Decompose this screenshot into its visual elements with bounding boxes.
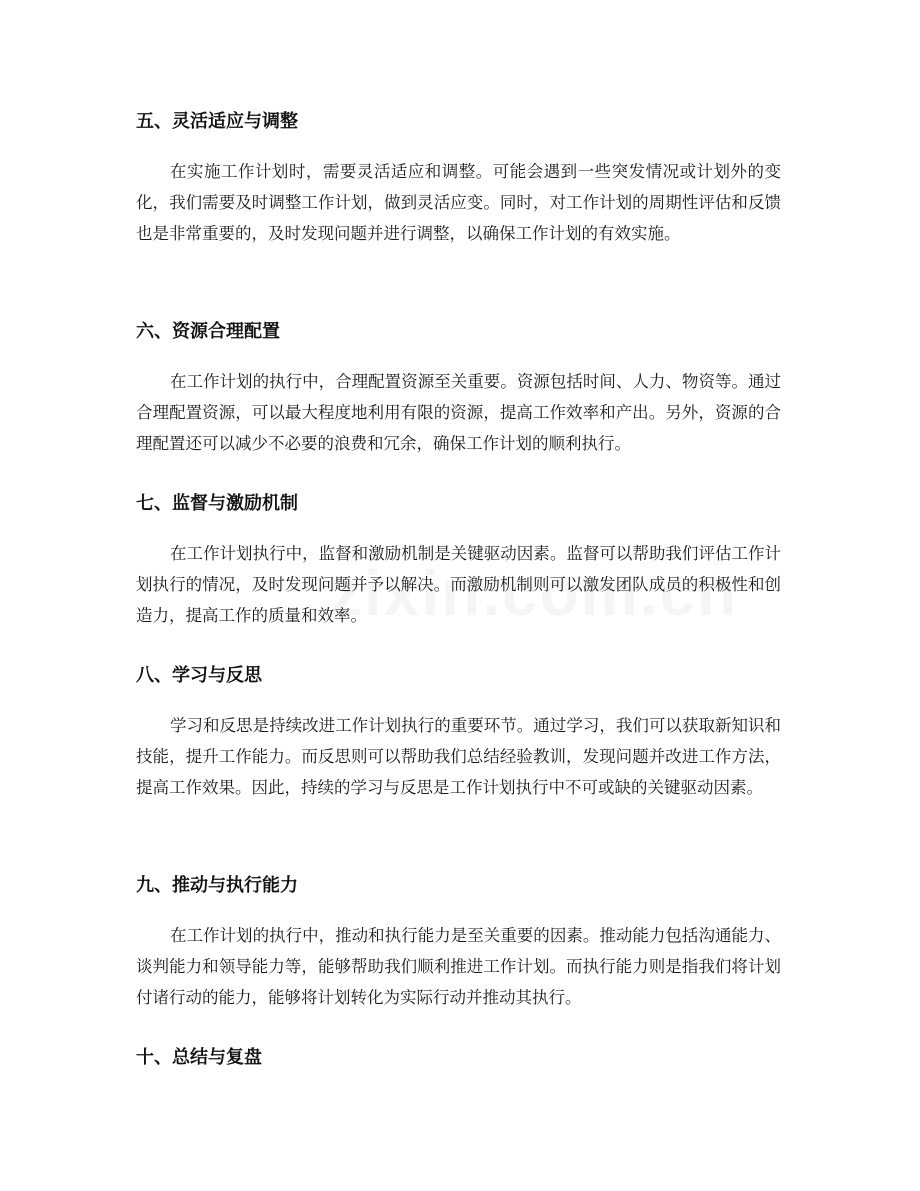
section-heading-9: 九、推动与执行能力 (136, 875, 298, 896)
section-heading-6: 六、资源合理配置 (136, 321, 280, 342)
section-heading-10: 十、总结与复盘 (136, 1047, 262, 1068)
section-body-9: 在工作计划的执行中，推动和执行能力是至关重要的因素。推动能力包括沟通能力、谈判能力和领导能力等，能够帮助我们顺利推进工作计划。而执行能力则是指我们将计划付诸行动的能力，能够将计划转化为实际行动并推动其执行。 (136, 926, 781, 1007)
section-heading-8: 八、学习与反思 (136, 665, 262, 686)
section-body-6: 在工作计划的执行中，合理配置资源至关重要。资源包括时间、人力、物资等。通过合理配置资源，可以最大程度地利用有限的资源，提高工作效率和产出。另外，资源的合理配置还可以减少不必要的浪费和冗余，确保工作计划的顺利执行。 (136, 372, 781, 453)
section-heading-7: 七、监督与激励机制 (136, 493, 298, 514)
section-body-8: 学习和反思是持续改进工作计划执行的重要环节。通过学习，我们可以获取新知识和技能，提升工作能力。而反思则可以帮助我们总结经验教训，发现问题并改进工作方法，提高工作效果。因此，持续的学习与反思是工作计划执行中不可或缺的关键驱动因素。 (136, 716, 781, 797)
section-body-5: 在实施工作计划时，需要灵活适应和调整。可能会遇到一些突发情况或计划外的变化，我们需要及时调整工作计划，做到灵活应变。同时，对工作计划的周期性评估和反馈也是非常重要的，及时发现问题并进行调整，以确保工作计划的有效实施。 (136, 162, 781, 243)
section-body-7: 在工作计划执行中，监督和激励机制是关键驱动因素。监督可以帮助我们评估工作计划执行的情况，及时发现问题并予以解决。而激励机制则可以激发团队成员的积极性和创造力，提高工作的质量和效率。 (136, 544, 781, 625)
section-heading-5: 五、灵活适应与调整 (136, 111, 298, 132)
